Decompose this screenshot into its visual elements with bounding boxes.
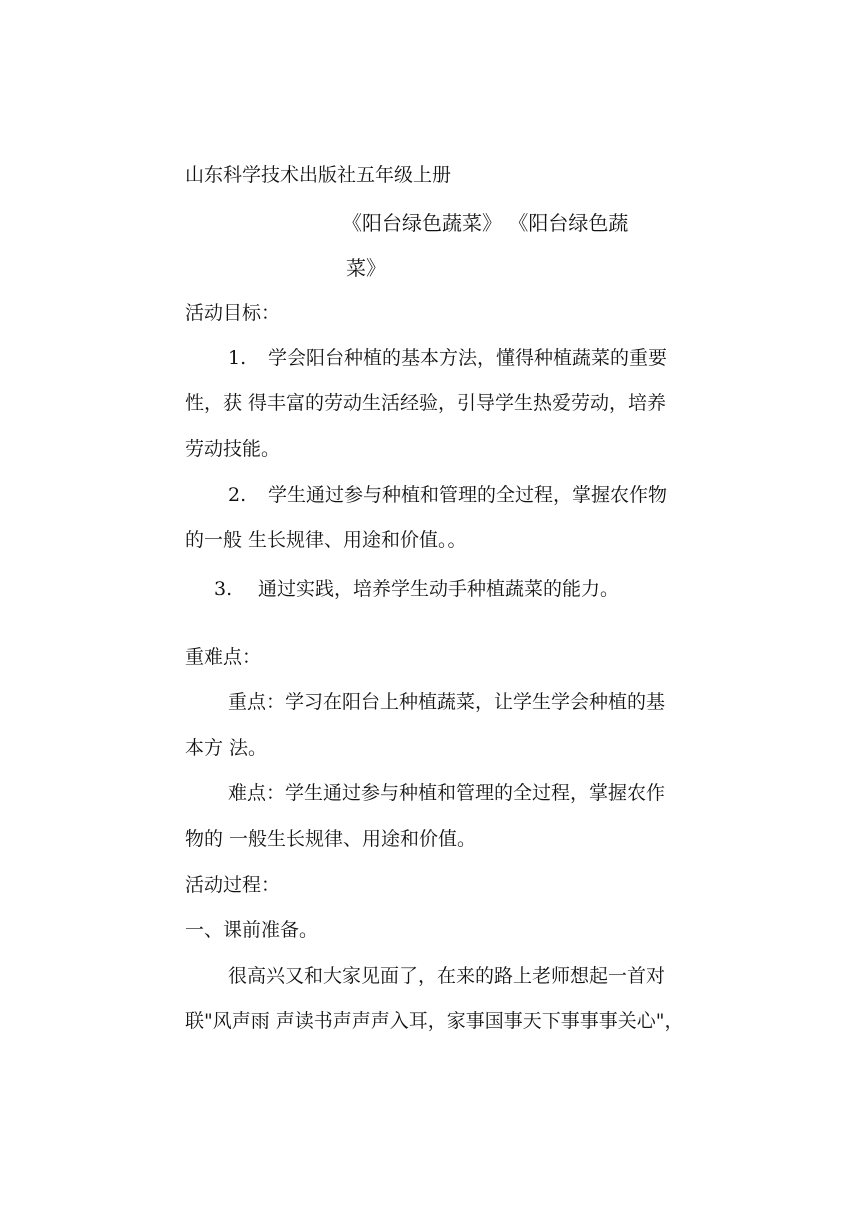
process-step1-heading: 一、课前准备。 [185, 919, 319, 941]
lesson-title-line1: 《阳台绿色蔬菜》 《阳台绿色蔬 [342, 211, 629, 235]
objective-item-1-number: 1. [228, 347, 247, 369]
process-paragraph-line2: 联"风声雨 声读书声声声入耳，家事国事天下事事事关心"， [185, 1010, 684, 1032]
objective-item-1-text: 学会阳台种植的基本方法，懂得种植蔬菜的重要 [268, 347, 668, 369]
key-points-heading: 重难点： [185, 646, 262, 668]
objective-item-2-line1 [228, 486, 667, 505]
difficult-point-line1: 难点：学生通过参与种植和管理的全过程，掌握农作 [228, 782, 666, 804]
objective-item-2-line2: 的一般 生长规律、用途和价值。。 [185, 529, 467, 551]
process-paragraph-line1: 很高兴又和大家见面了，在来的路上老师想起一首对 [228, 965, 666, 987]
objective-item-2-number: 2. [228, 484, 247, 506]
objective-item-1-line2: 性，获 得丰富的劳动生活经验，引导学生热爱劳动，培养 [185, 392, 667, 414]
objective-item-2-text: 学生通过参与种植和管理的全过程，掌握农作物 [268, 484, 668, 506]
objective-item-1-line1 [228, 349, 667, 368]
objective-item-3-number: 3. [214, 578, 233, 600]
lesson-title-line2: 菜》 [346, 256, 386, 280]
objective-item-1-line3: 劳动技能。 [185, 438, 281, 460]
objectives-heading: 活动目标： [185, 302, 281, 324]
key-point-line1: 重点：学习在阳台上种植蔬菜，让学生学会种植的基 [228, 691, 666, 713]
publisher-line: 山东科学技术出版社五年级上册 [185, 164, 452, 186]
objective-item-3-line1 [214, 580, 619, 599]
key-point-line2: 本方 法。 [185, 737, 268, 759]
difficult-point-line2: 物的 一般生长规律、用途和价值。 [185, 828, 477, 850]
process-heading: 活动过程： [185, 874, 281, 896]
objective-item-3-text: 通过实践，培养学生动手种植蔬菜的能力。 [258, 578, 620, 600]
